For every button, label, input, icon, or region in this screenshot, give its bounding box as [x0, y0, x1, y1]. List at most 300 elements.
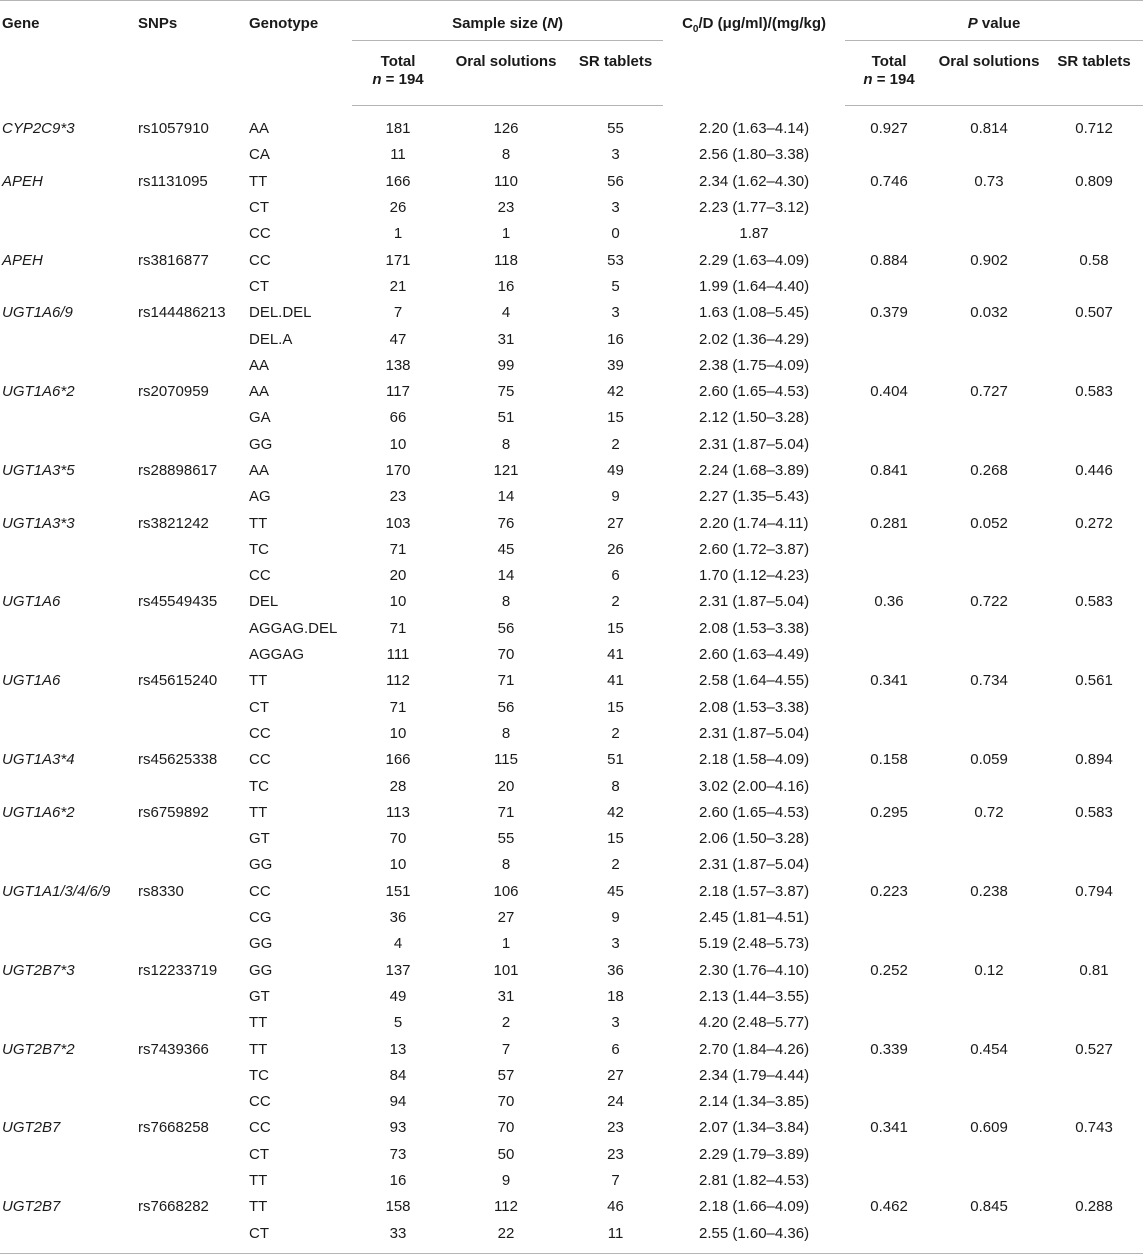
cell-gene [0, 721, 132, 747]
cell-oral-solutions: 14 [497, 488, 515, 506]
cell-genotype: CT [244, 1220, 352, 1253]
cell-sr-tablets: 42 [607, 803, 624, 821]
cell-c0d: 2.55 (1.60–4.36) [663, 1220, 845, 1253]
cell-snp: rs7668282 [138, 1198, 209, 1216]
cell-p-oral-solutions [933, 1063, 1045, 1089]
cell-p-sr-tablets: 0.809 [1075, 172, 1113, 190]
cell-p-sr-tablets [1045, 1063, 1143, 1089]
cell-p-total [845, 905, 933, 931]
cell-snp: rs2070959 [138, 383, 209, 401]
cell-c0d: 2.18 (1.58–4.09) [698, 751, 810, 769]
cell-snp [132, 1142, 244, 1168]
cell-gene [0, 326, 132, 352]
cell-p-total: 0.341 [870, 672, 908, 690]
cell-c0d: 1.99 (1.64–4.40) [698, 277, 810, 295]
cell-total: 117 [386, 383, 410, 401]
cell-gene [0, 432, 132, 458]
cell-genotype: AGGAG [249, 646, 305, 664]
cell-sr-tablets: 15 [607, 409, 624, 427]
cell-p-total: 0.341 [870, 1119, 908, 1137]
cell-sr-tablets: 46 [607, 1198, 624, 1216]
cell-total: 23 [389, 488, 407, 506]
table-row [0, 247, 1143, 273]
cell-gene [0, 1089, 132, 1115]
cell-c0d: 2.14 (1.34–3.85) [698, 1093, 810, 1111]
cell-sr-tablets: 56 [607, 172, 624, 190]
cell-p-oral-solutions [933, 852, 1045, 878]
cell-gene: UGT1A6 [2, 593, 61, 611]
cell-p-total: 0.223 [870, 882, 908, 900]
cell-p-sr-tablets: 0.743 [1075, 1119, 1113, 1137]
cell-oral-solutions: 14 [497, 567, 515, 585]
table-row [0, 879, 1143, 905]
cell-p-total: 0.462 [870, 1198, 908, 1216]
cell-sr-tablets: 2 [611, 593, 620, 611]
cell-p-total: 0.379 [870, 304, 908, 322]
cell-sr-tablets: 41 [607, 672, 624, 690]
cell-sr-tablets: 24 [607, 1093, 624, 1111]
cell-total: 5 [393, 1014, 403, 1032]
cell-genotype: GT [249, 987, 270, 1005]
cell-p-oral-solutions [933, 274, 1045, 300]
cell-total: 103 [385, 514, 411, 532]
cell-gene [0, 931, 132, 957]
cell-total: 13 [389, 1040, 407, 1058]
cell-c0d: 2.60 (1.65–4.53) [698, 383, 810, 401]
cell-gene [0, 1010, 132, 1036]
cell-p-oral-solutions [933, 826, 1045, 852]
cell-gene [0, 1220, 132, 1253]
header-p-value: P value [845, 1, 1143, 41]
cell-p-sr-tablets: 0.58 [1079, 251, 1109, 269]
cell-p-oral-solutions [933, 616, 1045, 642]
cell-genotype: CC [249, 1119, 271, 1137]
header-p-sr-tablets: SR tablets [1045, 41, 1143, 106]
cell-gene [0, 642, 132, 668]
cell-oral-solutions: 9 [501, 1172, 511, 1190]
cell-oral-solutions: 45 [497, 540, 515, 558]
cell-oral-solutions: 8 [501, 146, 511, 164]
cell-c0d: 2.31 (1.87–5.04) [698, 593, 810, 611]
cell-genotype: DEL.DEL [249, 304, 312, 322]
cell-gene [0, 773, 132, 799]
cell-p-oral-solutions: 0.734 [970, 672, 1008, 690]
cell-snp [132, 353, 244, 379]
cell-p-total: 0.158 [870, 751, 908, 769]
header-sample-size: Sample size (N) [352, 1, 663, 41]
table-row [0, 1036, 1143, 1062]
cell-total: 158 [385, 1198, 411, 1216]
cell-snp [132, 484, 244, 510]
cell-c0d: 2.29 (1.79–3.89) [698, 1145, 810, 1163]
cell-snp [132, 432, 244, 458]
cell-c0d: 2.81 (1.82–4.53) [698, 1172, 810, 1190]
cell-snp: rs144486213 [138, 304, 226, 322]
cell-genotype: TT [249, 803, 268, 821]
cell-p-oral-solutions [933, 1220, 1045, 1253]
table-row [0, 221, 1143, 247]
cell-c0d: 2.45 (1.81–4.51) [698, 909, 810, 927]
cell-sr-tablets: 2 [611, 435, 620, 453]
cell-genotype: TT [249, 1172, 268, 1190]
cell-p-oral-solutions: 0.052 [970, 514, 1008, 532]
cell-genotype: CT [249, 698, 269, 716]
table-header [0, 1, 1143, 106]
cell-c0d: 2.18 (1.57–3.87) [698, 882, 810, 900]
cell-oral-solutions: 70 [497, 1119, 515, 1137]
cell-sr-tablets: 45 [607, 882, 624, 900]
cell-sr-tablets: 3 [611, 146, 620, 164]
cell-snp [132, 984, 244, 1010]
cell-oral-solutions: 8 [501, 724, 511, 742]
table-row [0, 826, 1143, 852]
cell-p-sr-tablets [1045, 221, 1143, 247]
table-row [0, 563, 1143, 589]
cell-p-oral-solutions: 0.722 [970, 593, 1008, 611]
cell-p-sr-tablets: 0.272 [1075, 514, 1113, 532]
cell-p-oral-solutions [933, 1010, 1045, 1036]
cell-p-total: 0.36 [874, 593, 904, 611]
cell-p-sr-tablets [1045, 826, 1143, 852]
cell-p-total [845, 274, 933, 300]
cell-p-sr-tablets: 0.527 [1075, 1040, 1113, 1058]
table-row [0, 1194, 1143, 1220]
cell-gene [0, 695, 132, 721]
cell-c0d: 4.20 (2.48–5.77) [698, 1014, 810, 1032]
cell-p-oral-solutions [933, 484, 1045, 510]
cell-total: 47 [389, 330, 407, 348]
table-row [0, 1168, 1143, 1194]
cell-genotype: CC [249, 724, 271, 742]
cell-oral-solutions: 112 [494, 1198, 518, 1216]
cell-snp [132, 326, 244, 352]
table-row [0, 616, 1143, 642]
cell-p-total: 0.884 [870, 251, 908, 269]
cell-p-total [845, 616, 933, 642]
table-row [0, 1142, 1143, 1168]
cell-snp [132, 616, 244, 642]
table-row [0, 405, 1143, 431]
cell-oral-solutions: 115 [494, 751, 518, 769]
cell-p-oral-solutions [933, 905, 1045, 931]
cell-genotype: CC [249, 251, 271, 269]
cell-p-oral-solutions: 0.814 [970, 120, 1008, 138]
table-row [0, 1063, 1143, 1089]
cell-genotype: DEL.A [249, 330, 293, 348]
cell-genotype: TT [249, 1198, 268, 1216]
cell-sr-tablets: 39 [607, 356, 624, 374]
table-row [0, 379, 1143, 405]
cell-p-sr-tablets [1045, 274, 1143, 300]
cell-sr-tablets: 16 [607, 330, 624, 348]
cell-genotype: TC [249, 777, 269, 795]
cell-genotype: GG [249, 856, 273, 874]
cell-p-sr-tablets [1045, 931, 1143, 957]
cell-p-total: 0.252 [870, 961, 908, 979]
cell-sr-tablets: 41 [607, 646, 624, 664]
table-row [0, 905, 1143, 931]
cell-c0d: 2.34 (1.62–4.30) [698, 172, 810, 190]
cell-snp [132, 826, 244, 852]
cell-oral-solutions: 51 [497, 409, 515, 427]
cell-sr-tablets: 36 [607, 961, 624, 979]
cell-snp [132, 905, 244, 931]
cell-oral-solutions: 71 [497, 672, 515, 690]
cell-oral-solutions: 20 [497, 777, 515, 795]
cell-oral-solutions: 4 [501, 304, 511, 322]
cell-total: 166 [385, 172, 411, 190]
cell-total: 20 [389, 567, 407, 585]
table-row [0, 958, 1143, 984]
cell-snp [132, 721, 244, 747]
cell-sr-tablets: 3 [611, 304, 620, 322]
cell-sr-tablets: 15 [607, 698, 624, 716]
cell-p-total [845, 326, 933, 352]
cell-oral-solutions: 106 [493, 882, 519, 900]
cell-p-total [845, 432, 933, 458]
cell-sr-tablets: 53 [607, 251, 624, 269]
cell-snp [132, 274, 244, 300]
cell-total: 71 [389, 698, 407, 716]
cell-p-total [845, 984, 933, 1010]
cell-total: 10 [389, 435, 407, 453]
cell-p-oral-solutions [933, 642, 1045, 668]
cell-p-oral-solutions [933, 221, 1045, 247]
cell-c0d: 2.29 (1.63–4.09) [698, 251, 810, 269]
cell-p-total: 0.281 [870, 514, 908, 532]
cell-c0d: 2.60 (1.63–4.49) [698, 646, 810, 664]
cell-total: 71 [389, 619, 407, 637]
cell-genotype: GG [249, 935, 273, 953]
cell-oral-solutions: 76 [497, 514, 515, 532]
cell-oral-solutions: 99 [497, 356, 515, 374]
cell-snp [132, 931, 244, 957]
cell-p-total [845, 1168, 933, 1194]
table-row [0, 353, 1143, 379]
cell-p-oral-solutions: 0.059 [970, 751, 1008, 769]
cell-p-total: 0.746 [870, 172, 908, 190]
cell-gene [0, 1168, 132, 1194]
cell-snp [132, 1063, 244, 1089]
cell-p-total [845, 931, 933, 957]
header-oral-solutions: Oral solutions [444, 41, 568, 106]
table-row [0, 695, 1143, 721]
cell-p-sr-tablets: 0.446 [1075, 462, 1113, 479]
cell-total: 36 [389, 909, 407, 927]
table-row [0, 458, 1143, 484]
cell-total: 21 [389, 277, 407, 295]
cell-c0d: 2.08 (1.53–3.38) [698, 619, 810, 637]
header-p-oral-solutions: Oral solutions [933, 41, 1045, 106]
table-row [0, 300, 1143, 326]
cell-c0d: 3.02 (2.00–4.16) [698, 777, 810, 795]
cell-oral-solutions: 1 [501, 935, 511, 953]
cell-p-total [845, 195, 933, 221]
cell-p-oral-solutions [933, 931, 1045, 957]
header-genotype: Genotype [244, 1, 352, 106]
cell-c0d: 2.24 (1.68–3.89) [698, 462, 810, 479]
cell-total: 93 [389, 1119, 407, 1137]
cell-p-sr-tablets [1045, 642, 1143, 668]
cell-oral-solutions: 7 [501, 1040, 511, 1058]
cell-genotype: AA [249, 462, 270, 479]
cell-gene [0, 616, 132, 642]
cell-p-sr-tablets [1045, 484, 1143, 510]
cell-sr-tablets: 49 [607, 462, 624, 479]
cell-total: 171 [385, 251, 411, 269]
cell-p-sr-tablets [1045, 195, 1143, 221]
cell-sr-tablets: 9 [611, 488, 620, 506]
cell-total: 16 [389, 1172, 407, 1190]
cell-total: 94 [389, 1093, 407, 1111]
cell-oral-solutions: 1 [501, 225, 511, 243]
cell-sr-tablets: 27 [607, 1066, 624, 1084]
cell-genotype: AA [249, 356, 270, 374]
cell-p-sr-tablets [1045, 984, 1143, 1010]
cell-c0d: 2.60 (1.72–3.87) [698, 540, 810, 558]
cell-sr-tablets: 26 [607, 540, 624, 558]
cell-snp [132, 642, 244, 668]
cell-p-oral-solutions: 0.238 [970, 882, 1008, 900]
cell-p-oral-solutions [933, 353, 1045, 379]
cell-p-sr-tablets [1045, 142, 1143, 168]
cell-c0d: 2.18 (1.66–4.09) [698, 1198, 810, 1216]
table-row [0, 642, 1143, 668]
cell-p-oral-solutions: 0.727 [970, 383, 1008, 401]
cell-p-oral-solutions: 0.845 [970, 1198, 1008, 1216]
cell-p-oral-solutions [933, 563, 1045, 589]
cell-snp: rs3821242 [138, 514, 209, 532]
cell-p-total [845, 221, 933, 247]
cell-genotype: CA [249, 146, 270, 164]
cell-sr-tablets: 23 [607, 1119, 624, 1137]
header-sr-tablets: SR tablets [568, 41, 663, 106]
cell-c0d: 2.34 (1.79–4.44) [698, 1066, 810, 1084]
cell-sr-tablets: 51 [607, 751, 624, 769]
table-row [0, 195, 1143, 221]
cell-oral-solutions: 50 [497, 1145, 515, 1163]
cell-total: 4 [393, 935, 403, 953]
cell-p-total [845, 852, 933, 878]
cell-p-sr-tablets [1045, 1089, 1143, 1115]
cell-c0d: 2.56 (1.80–3.38) [698, 146, 810, 164]
cell-genotype: CG [249, 909, 272, 927]
table-row [0, 747, 1143, 773]
cell-genotype: GA [249, 409, 271, 427]
cell-c0d: 2.13 (1.44–3.55) [698, 987, 810, 1005]
cell-gene: UGT2B7 [2, 1198, 61, 1216]
cell-sr-tablets: 2 [611, 724, 620, 742]
cell-p-oral-solutions: 0.12 [974, 961, 1004, 979]
cell-genotype: GG [249, 961, 273, 979]
cell-gene: UGT2B7*2 [2, 1040, 75, 1058]
cell-p-total [845, 142, 933, 168]
cell-sr-tablets: 15 [607, 619, 624, 637]
cell-sr-tablets: 8 [611, 777, 620, 795]
table-row [0, 852, 1143, 878]
table-row [0, 510, 1143, 536]
cell-sr-tablets: 11 [568, 1220, 663, 1253]
cell-snp: rs45625338 [138, 751, 218, 769]
cell-snp: rs45615240 [138, 672, 218, 690]
cell-snp: rs7668258 [138, 1119, 209, 1137]
cell-sr-tablets: 18 [607, 987, 624, 1005]
cell-gene: UGT1A3*3 [2, 514, 75, 532]
cell-gene [0, 826, 132, 852]
cell-p-sr-tablets [1045, 852, 1143, 878]
table-row [0, 274, 1143, 300]
table-row [0, 432, 1143, 458]
table-row [0, 484, 1143, 510]
cell-p-sr-tablets [1045, 1010, 1143, 1036]
cell-gene: UGT1A6/9 [2, 304, 73, 322]
table-row [0, 142, 1143, 168]
cell-total: 33 [352, 1220, 444, 1253]
table-row [0, 589, 1143, 615]
cell-p-sr-tablets [1045, 405, 1143, 431]
cell-p-total [845, 405, 933, 431]
cell-snp [132, 142, 244, 168]
table-row [0, 931, 1143, 957]
cell-p-sr-tablets: 0.794 [1075, 882, 1113, 900]
cell-p-total: 0.841 [870, 462, 908, 479]
cell-genotype: TC [249, 1066, 269, 1084]
cell-sr-tablets: 3 [611, 935, 620, 953]
cell-p-sr-tablets: 0.894 [1075, 751, 1113, 769]
cell-sr-tablets: 0 [611, 225, 620, 243]
cell-c0d: 2.31 (1.87–5.04) [698, 724, 810, 742]
cell-p-sr-tablets [1045, 905, 1143, 931]
cell-p-sr-tablets [1045, 563, 1143, 589]
cell-p-sr-tablets [1045, 1142, 1143, 1168]
cell-gene: UGT2B7*3 [2, 961, 75, 979]
cell-oral-solutions: 27 [497, 909, 515, 927]
cell-p-sr-tablets: 0.583 [1075, 803, 1113, 821]
cell-p-oral-solutions [933, 537, 1045, 563]
cell-oral-solutions: 70 [497, 646, 515, 664]
cell-oral-solutions: 121 [493, 462, 519, 479]
cell-p-oral-solutions: 0.609 [970, 1119, 1008, 1137]
table-body [0, 106, 1143, 1254]
cell-p-oral-solutions [933, 695, 1045, 721]
cell-total: 151 [385, 882, 411, 900]
cell-p-sr-tablets: 0.507 [1075, 304, 1113, 322]
cell-gene [0, 1142, 132, 1168]
cell-p-sr-tablets [1045, 721, 1143, 747]
cell-oral-solutions: 31 [497, 330, 515, 348]
cell-total: 11 [390, 146, 406, 164]
cell-p-sr-tablets [1045, 695, 1143, 721]
cell-total: 137 [385, 961, 411, 979]
table-row [0, 1010, 1143, 1036]
cell-p-oral-solutions [933, 405, 1045, 431]
cell-total: 10 [389, 724, 407, 742]
cell-p-oral-solutions [933, 142, 1045, 168]
cell-p-total [845, 1010, 933, 1036]
cell-snp [132, 563, 244, 589]
cell-p-total [845, 563, 933, 589]
cell-p-oral-solutions [933, 721, 1045, 747]
cell-total: 166 [385, 751, 411, 769]
cell-p-oral-solutions [933, 195, 1045, 221]
table-row [0, 537, 1143, 563]
cell-genotype: CC [249, 751, 271, 769]
cell-genotype: CC [249, 882, 271, 900]
cell-oral-solutions: 23 [497, 199, 515, 217]
cell-c0d: 2.07 (1.34–3.84) [698, 1119, 810, 1137]
cell-snp [132, 852, 244, 878]
cell-snp [132, 221, 244, 247]
